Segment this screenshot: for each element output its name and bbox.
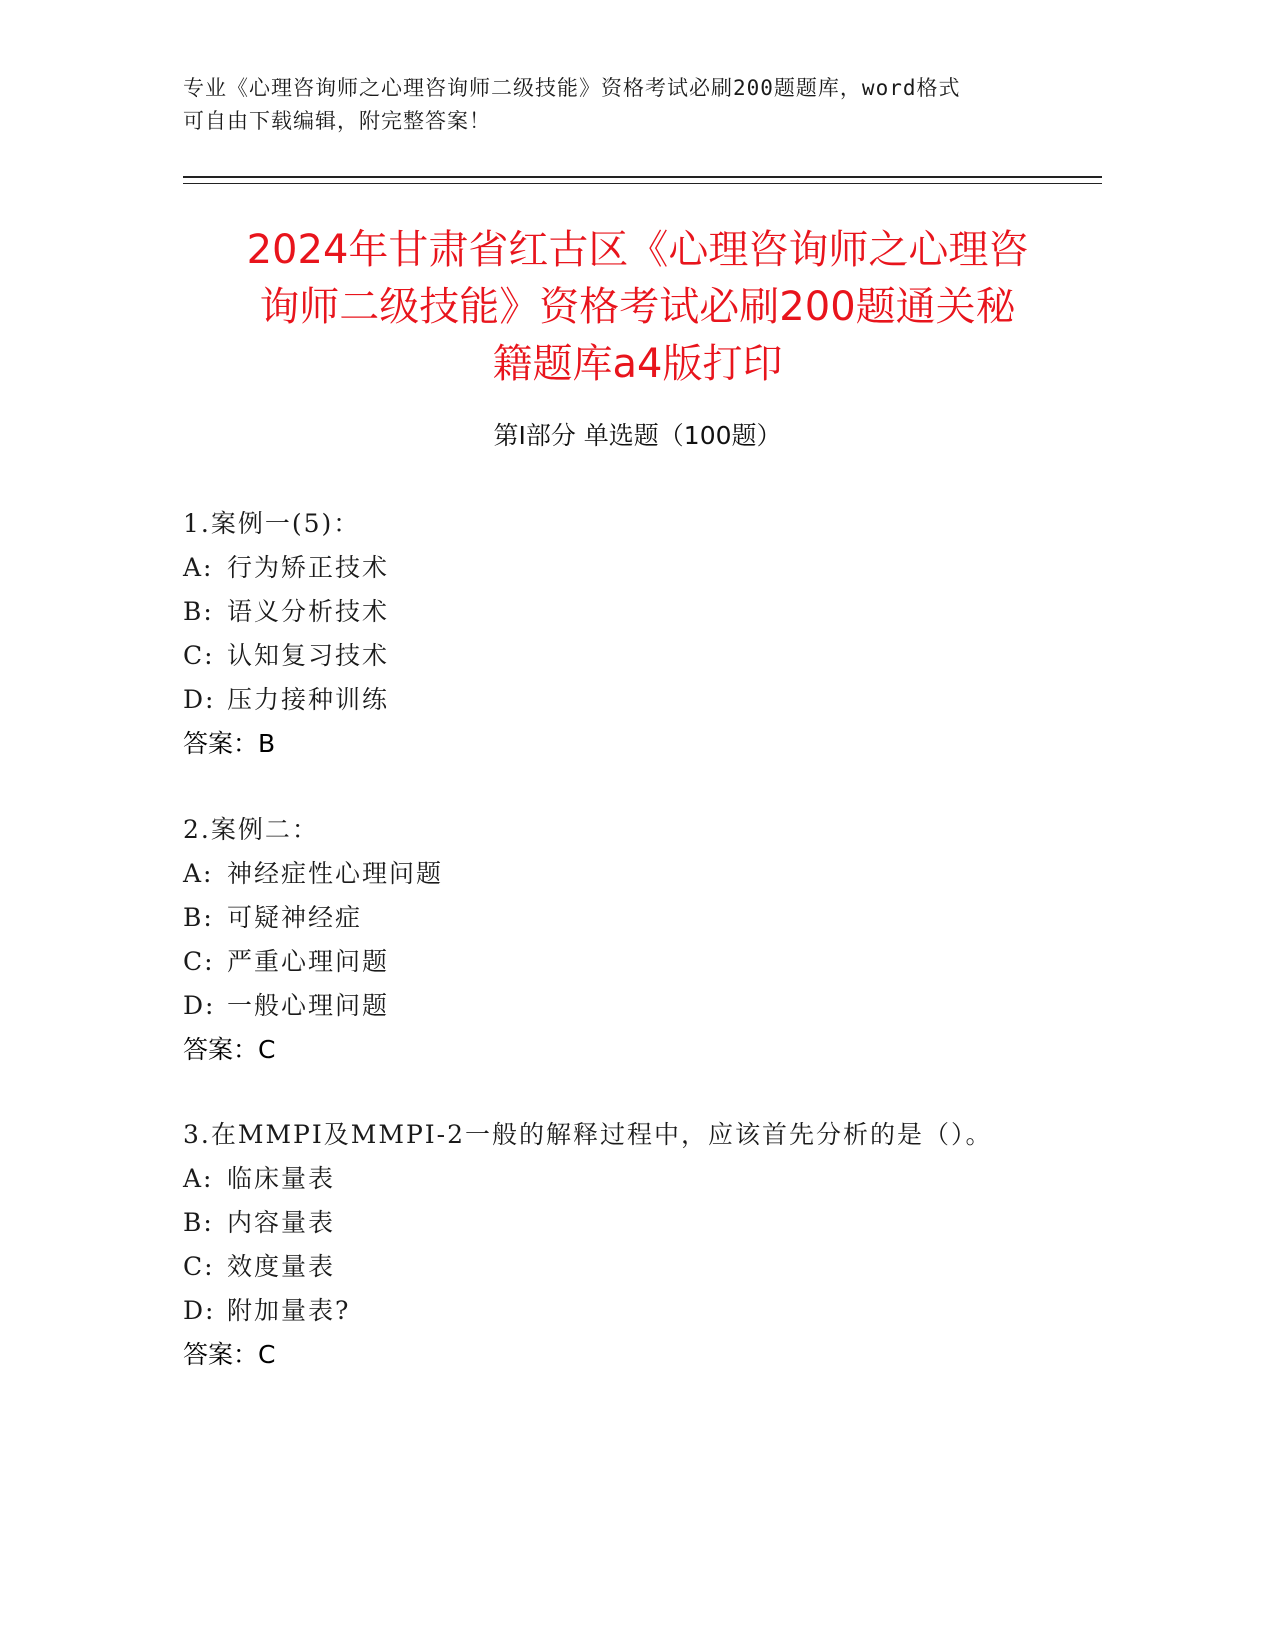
option-letter: D:	[183, 991, 216, 1020]
option-a	[183, 1157, 1083, 1201]
option-letter: D:	[183, 1296, 216, 1325]
question-3	[183, 1113, 1083, 1377]
option-letter: B:	[183, 903, 214, 932]
option-text: 语义分析技术	[227, 597, 390, 626]
header-divider-thin	[183, 183, 1102, 184]
option-d	[183, 984, 1083, 1028]
option-letter: B:	[183, 597, 214, 626]
question-stem: 2.案例二：	[183, 815, 319, 844]
option-d	[183, 1289, 1083, 1333]
option-text: 内容量表	[227, 1208, 336, 1237]
option-letter: A:	[183, 553, 214, 582]
option-letter: C:	[183, 1252, 215, 1281]
option-text: 认知复习技术	[227, 641, 390, 670]
option-b	[183, 896, 1083, 940]
option-text: 临床量表	[227, 1164, 336, 1193]
document-title	[150, 222, 1125, 393]
option-text: 神经症性心理问题	[227, 859, 444, 888]
title-line-3: 籍题库a4版打印	[492, 341, 783, 387]
title-line-1: 2024年甘肃省红古区《心理咨询师之心理咨	[246, 227, 1029, 273]
option-letter: B:	[183, 1208, 214, 1237]
option-text: 可疑神经症	[227, 903, 363, 932]
option-letter: C:	[183, 947, 215, 976]
option-letter: A:	[183, 1164, 214, 1193]
header-note-line-2: 可自由下载编辑，附完整答案！	[183, 109, 491, 133]
option-letter: C:	[183, 641, 215, 670]
option-d	[183, 678, 1083, 722]
question-stem: 3.在MMPI及MMPI-2一般的解释过程中，应该首先分析的是（）。	[183, 1120, 993, 1149]
option-text: 附加量表?	[227, 1296, 351, 1325]
option-b	[183, 590, 1083, 634]
option-text: 严重心理问题	[227, 947, 390, 976]
option-a	[183, 852, 1083, 896]
option-c	[183, 634, 1083, 678]
question-2	[183, 808, 1083, 1072]
option-letter: D:	[183, 685, 216, 714]
title-line-2: 询师二级技能》资格考试必刷200题通关秘	[259, 284, 1016, 330]
question-stem: 1.案例一(5)：	[183, 509, 361, 538]
option-c	[183, 940, 1083, 984]
option-text: 效度量表	[227, 1252, 336, 1281]
option-text: 一般心理问题	[227, 991, 390, 1020]
option-text: 压力接种训练	[227, 685, 390, 714]
answer: 答案：B	[183, 729, 276, 758]
section-heading: 第Ⅰ部分 单选题（100题）	[493, 421, 782, 450]
option-text: 行为矫正技术	[227, 553, 390, 582]
question-1	[183, 502, 1083, 766]
option-b	[183, 1201, 1083, 1245]
answer: 答案：C	[183, 1035, 276, 1064]
option-a	[183, 546, 1083, 590]
header-note-line-1: 专业《心理咨询师之心理咨询师二级技能》资格考试必刷200题题库，word格式	[183, 76, 961, 100]
header-divider-thick	[183, 176, 1102, 178]
option-letter: A:	[183, 859, 214, 888]
option-c	[183, 1245, 1083, 1289]
header-note	[183, 72, 1063, 138]
answer: 答案：C	[183, 1340, 276, 1369]
